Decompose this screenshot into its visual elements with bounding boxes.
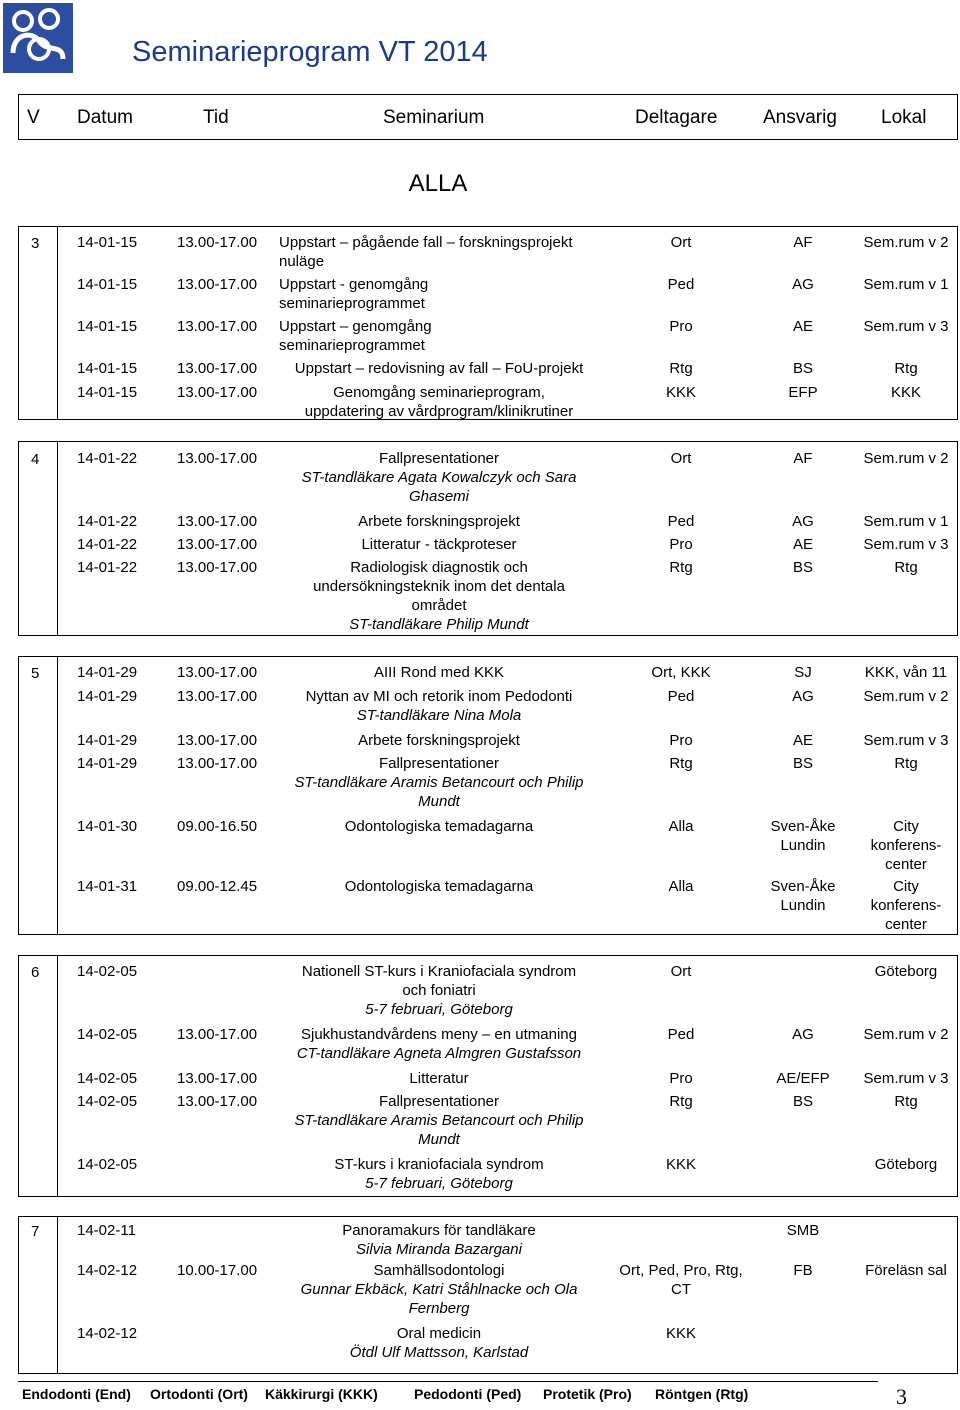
date-cell: 14-01-15 xyxy=(77,384,138,401)
time-cell: 13.00-17.00 xyxy=(177,234,258,251)
date-cell: 14-02-05 xyxy=(77,1070,138,1087)
participants-cell: Ort, Ped, Pro, Rtg, xyxy=(619,1262,743,1279)
legend-item: Pedodonti (Ped) xyxy=(414,1386,522,1402)
legend-item: Röntgen (Rtg) xyxy=(655,1386,749,1402)
participants-cell: Rtg xyxy=(669,559,693,576)
date-cell: 14-02-12 xyxy=(77,1325,138,1342)
room-cell: City xyxy=(893,878,919,895)
room-cell: KKK xyxy=(890,384,921,401)
time-cell: 13.00-17.00 xyxy=(177,664,258,681)
room-cell: Rtg xyxy=(894,1093,918,1110)
responsible-cell: AF xyxy=(793,450,813,467)
seminar-text: Fallpresentationer xyxy=(378,755,500,772)
room-cell: Sem.rum v 2 xyxy=(863,688,949,705)
page-number: 3 xyxy=(896,1384,907,1409)
date-cell: 14-01-22 xyxy=(77,536,138,553)
seminar-text: Litteratur - täckproteser xyxy=(361,536,517,553)
seminar-text: Fallpresentationer xyxy=(378,450,500,467)
date-cell: 14-01-15 xyxy=(77,318,138,335)
week-divider xyxy=(57,227,58,419)
room-cell: KKK, vån 11 xyxy=(864,664,948,681)
participants-cell: Alla xyxy=(668,818,694,835)
responsible-cell: Lundin xyxy=(780,837,826,854)
seminar-text: Genomgång seminarieprogram, xyxy=(333,384,545,401)
date-cell: 14-02-05 xyxy=(77,1156,138,1173)
week-divider xyxy=(57,657,58,934)
room-cell: City xyxy=(893,818,919,835)
seminar-text: Samhällsodontologi xyxy=(373,1262,505,1279)
room-cell: Föreläsn sal xyxy=(865,1262,947,1279)
seminar-text: området xyxy=(411,597,467,614)
room-cell: Rtg xyxy=(894,755,918,772)
participants-cell: Pro xyxy=(669,318,693,335)
time-cell: 13.00-17.00 xyxy=(177,536,258,553)
page-title: Seminarieprogram VT 2014 xyxy=(132,36,488,68)
time-cell: 13.00-17.00 xyxy=(177,559,258,576)
room-cell: center xyxy=(885,916,927,933)
participants-cell: Ort, KKK xyxy=(651,664,711,681)
participants-cell: Alla xyxy=(668,878,694,895)
room-cell: Rtg xyxy=(894,360,918,377)
time-cell: 13.00-17.00 xyxy=(177,513,258,530)
seminar-text: Odontologiska temadagarna xyxy=(344,878,534,895)
seminar-text: och foniatri xyxy=(402,982,476,999)
seminar-text: Uppstart – redovisning av fall – FoU-projekt xyxy=(294,360,584,377)
seminar-text: seminarieprogrammet xyxy=(279,337,425,354)
room-cell: Sem.rum v 2 xyxy=(863,1026,949,1043)
header-deltagare: Deltagare xyxy=(635,107,718,128)
week-block xyxy=(18,955,958,1197)
time-cell: 13.00-17.00 xyxy=(177,276,258,293)
week-block xyxy=(18,1216,958,1374)
date-cell: 14-01-29 xyxy=(77,732,138,749)
logo xyxy=(3,3,73,73)
legend-item: Protetik (Pro) xyxy=(543,1386,632,1402)
responsible-cell: EFP xyxy=(788,384,818,401)
room-cell: Sem.rum v 1 xyxy=(863,276,949,293)
participants-cell: KKK xyxy=(665,1325,696,1342)
participants-cell: Ort xyxy=(670,963,692,980)
responsible-cell: BS xyxy=(792,755,813,772)
date-cell: 14-01-22 xyxy=(77,559,138,576)
responsible-cell: BS xyxy=(792,1093,813,1110)
seminar-text: AIII Rond med KKK xyxy=(373,664,505,681)
header-lokal: Lokal xyxy=(881,107,927,128)
seminar-text: ST-kurs i kraniofaciala syndrom xyxy=(334,1156,544,1173)
week-number: 7 xyxy=(31,1223,40,1240)
time-cell: 13.00-17.00 xyxy=(177,318,258,335)
responsible-cell: AG xyxy=(792,1026,814,1043)
week-divider xyxy=(57,442,58,635)
participants-cell: Pro xyxy=(669,732,693,749)
seminar-text: 5-7 februari, Göteborg xyxy=(365,1175,513,1192)
seminar-text: Panoramakurs för tandläkare xyxy=(342,1222,536,1239)
room-cell: center xyxy=(885,856,927,873)
legend-item: Käkkirurgi (KKK) xyxy=(265,1386,378,1402)
room-cell: Sem.rum v 3 xyxy=(863,318,949,335)
seminar-text: Arbete forskningsprojekt xyxy=(358,732,520,749)
room-cell: Sem.rum v 1 xyxy=(863,513,949,530)
seminar-text: Ötdl Ulf Mattsson, Karlstad xyxy=(349,1344,529,1361)
time-cell: 09.00-12.45 xyxy=(177,878,258,895)
responsible-cell: AG xyxy=(792,513,814,530)
participants-cell: KKK xyxy=(665,1156,696,1173)
week-number: 6 xyxy=(31,964,40,981)
participants-cell: Ped xyxy=(667,688,695,705)
seminar-text: ST-tandläkare Nina Mola xyxy=(356,707,522,724)
seminar-text: nuläge xyxy=(279,253,325,270)
date-cell: 14-01-30 xyxy=(77,818,138,835)
table-header xyxy=(18,94,958,140)
seminar-text: Radiologisk diagnostik och xyxy=(350,559,528,576)
responsible-cell: Sven-Åke xyxy=(770,818,836,835)
participants-cell: CT xyxy=(671,1281,691,1298)
responsible-cell: BS xyxy=(792,559,813,576)
room-cell: Sem.rum v 3 xyxy=(863,1070,949,1087)
seminar-text: Odontologiska temadagarna xyxy=(344,818,534,835)
participants-cell: Rtg xyxy=(669,755,693,772)
footer-divider xyxy=(18,1381,878,1382)
seminar-text: Uppstart – pågående fall – forskningsprojekt xyxy=(279,234,573,251)
time-cell: 09.00-16.50 xyxy=(177,818,258,835)
time-cell: 13.00-17.00 xyxy=(177,360,258,377)
legend-item: Endodonti (End) xyxy=(22,1386,131,1402)
participants-cell: Rtg xyxy=(669,360,693,377)
seminar-text: Mundt xyxy=(418,793,460,810)
room-cell: Sem.rum v 3 xyxy=(863,732,949,749)
responsible-cell: AE xyxy=(792,318,813,335)
time-cell: 13.00-17.00 xyxy=(177,450,258,467)
participants-cell: Ped xyxy=(667,276,695,293)
seminar-text: Uppstart - genomgång xyxy=(279,276,429,293)
seminar-text: Oral medicin xyxy=(396,1325,482,1342)
room-cell: Rtg xyxy=(894,559,918,576)
seminar-text: Nyttan av MI och retorik inom Pedodonti xyxy=(305,688,573,705)
responsible-cell: BS xyxy=(792,360,813,377)
seminar-text: Gunnar Ekbäck, Katri Ståhlnacke och Ola xyxy=(300,1281,578,1298)
week-divider xyxy=(57,1217,58,1373)
time-cell: 13.00-17.00 xyxy=(177,688,258,705)
date-cell: 14-01-15 xyxy=(77,276,138,293)
date-cell: 14-02-12 xyxy=(77,1262,138,1279)
seminar-text: Ghasemi xyxy=(408,488,470,505)
room-cell: Göteborg xyxy=(874,963,938,980)
seminar-text: Mundt xyxy=(418,1131,460,1148)
header-datum: Datum xyxy=(77,107,133,128)
time-cell: 13.00-17.00 xyxy=(177,1026,258,1043)
seminar-text: Silvia Miranda Bazargani xyxy=(356,1241,522,1258)
participants-cell: Ort xyxy=(670,234,692,251)
date-cell: 14-01-15 xyxy=(77,234,138,251)
week-number: 5 xyxy=(31,665,40,682)
seminar-text: ST-tandläkare Philip Mundt xyxy=(349,616,529,633)
seminar-text: Nationell ST-kurs i Kraniofaciala syndrom xyxy=(301,963,577,980)
time-cell: 13.00-17.00 xyxy=(177,732,258,749)
week-number: 4 xyxy=(31,451,40,468)
room-cell: konferens- xyxy=(870,837,942,854)
responsible-cell: SMB xyxy=(786,1222,820,1239)
date-cell: 14-01-31 xyxy=(77,878,138,895)
time-cell: 13.00-17.00 xyxy=(177,1093,258,1110)
seminar-text: seminarieprogrammet xyxy=(279,295,425,312)
date-cell: 14-01-22 xyxy=(77,513,138,530)
responsible-cell: AG xyxy=(792,688,814,705)
participants-cell: KKK xyxy=(665,384,696,401)
date-cell: 14-01-29 xyxy=(77,688,138,705)
week-block xyxy=(18,226,958,420)
date-cell: 14-02-05 xyxy=(77,963,138,980)
date-cell: 14-01-29 xyxy=(77,755,138,772)
week-divider xyxy=(57,956,58,1196)
participants-cell: Pro xyxy=(669,536,693,553)
date-cell: 14-02-11 xyxy=(77,1222,136,1239)
participants-cell: Pro xyxy=(669,1070,693,1087)
date-cell: 14-02-05 xyxy=(77,1026,138,1043)
seminar-text: 5-7 februari, Göteborg xyxy=(365,1001,513,1018)
responsible-cell: Sven-Åke xyxy=(770,878,836,895)
seminar-text: ST-tandläkare Aramis Betancourt och Philip xyxy=(294,1112,584,1129)
participants-cell: Ort xyxy=(670,450,692,467)
responsible-cell: AG xyxy=(792,276,814,293)
responsible-cell: AE/EFP xyxy=(776,1070,830,1087)
room-cell: Göteborg xyxy=(874,1156,938,1173)
seminar-text: Litteratur xyxy=(409,1070,469,1087)
seminar-text: Uppstart – genomgång xyxy=(279,318,432,335)
seminar-text: Sjukhustandvårdens meny – en utmaning xyxy=(300,1026,577,1043)
seminar-text: Fernberg xyxy=(408,1300,470,1317)
responsible-cell: Lundin xyxy=(780,897,826,914)
responsible-cell: FB xyxy=(793,1262,813,1279)
date-cell: 14-02-05 xyxy=(77,1093,138,1110)
room-cell: Sem.rum v 2 xyxy=(863,450,949,467)
time-cell: 10.00-17.00 xyxy=(177,1262,258,1279)
date-cell: 14-01-22 xyxy=(77,450,138,467)
time-cell: 13.00-17.00 xyxy=(177,384,258,401)
participants-cell: Ped xyxy=(667,1026,695,1043)
seminar-text: uppdatering av vårdprogram/klinikrutiner xyxy=(304,403,574,420)
responsible-cell: AE xyxy=(792,732,813,749)
week-block xyxy=(18,441,958,636)
responsible-cell: AE xyxy=(792,536,813,553)
week-block xyxy=(18,656,958,935)
time-cell: 13.00-17.00 xyxy=(177,755,258,772)
week-number: 3 xyxy=(31,235,40,252)
time-cell: 13.00-17.00 xyxy=(177,1070,258,1087)
seminar-text: Arbete forskningsprojekt xyxy=(358,513,520,530)
responsible-cell: AF xyxy=(793,234,813,251)
participants-cell: Rtg xyxy=(669,1093,693,1110)
participants-cell: Ped xyxy=(667,513,695,530)
section-title: ALLA xyxy=(408,170,468,197)
room-cell: Sem.rum v 2 xyxy=(863,234,949,251)
header-ansvarig: Ansvarig xyxy=(763,107,837,128)
seminar-text: Fallpresentationer xyxy=(378,1093,500,1110)
room-cell: konferens- xyxy=(870,897,942,914)
responsible-cell: SJ xyxy=(794,664,812,681)
header-v: V xyxy=(27,107,40,128)
seminar-text: CT-tandläkare Agneta Almgren Gustafsson xyxy=(296,1045,582,1062)
seminar-text: ST-tandläkare Aramis Betancourt och Philip xyxy=(294,774,584,791)
header-tid: Tid xyxy=(203,107,229,128)
room-cell: Sem.rum v 3 xyxy=(863,536,949,553)
seminar-text: undersökningsteknik inom det dentala xyxy=(313,578,565,595)
date-cell: 14-01-15 xyxy=(77,360,138,377)
date-cell: 14-01-29 xyxy=(77,664,138,681)
legend-item: Ortodonti (Ort) xyxy=(150,1386,248,1402)
seminar-text: ST-tandläkare Agata Kowalczyk och Sara xyxy=(301,469,577,486)
header-seminarium: Seminarium xyxy=(383,107,485,128)
